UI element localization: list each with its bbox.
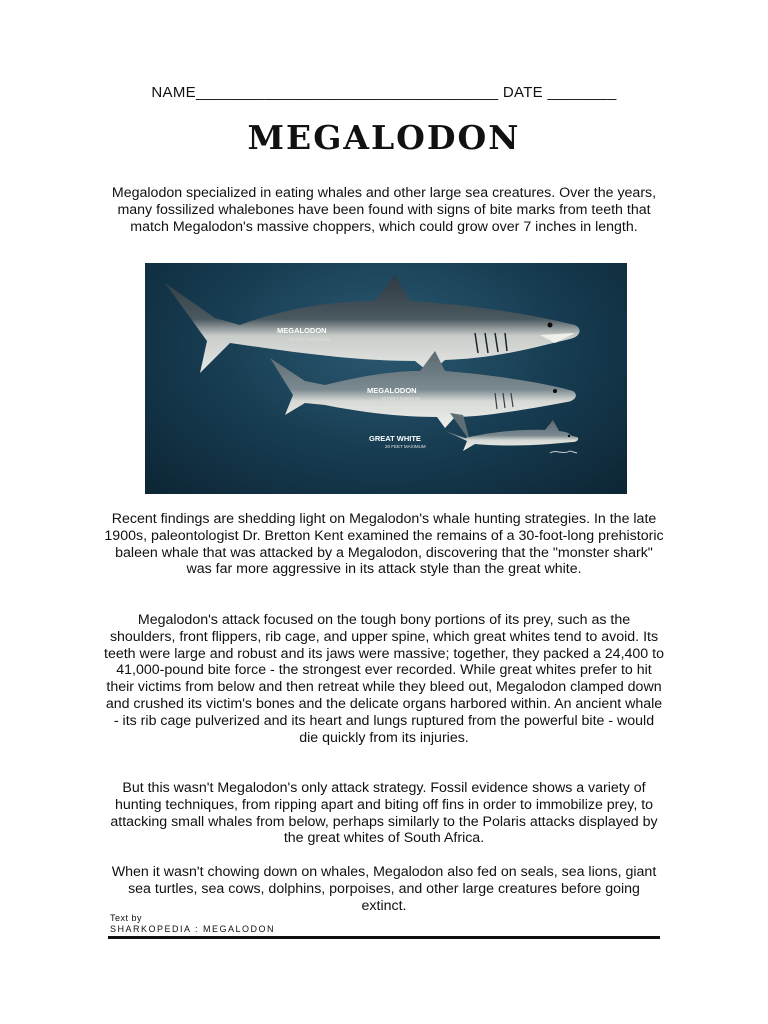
text-credit — [110, 913, 275, 935]
date-label: DATE — [502, 84, 543, 101]
paragraph-attack: Megalodon's attack focused on the tough bony portions of its prey, such as the shoulders, front flippers, rib cage, and upper spine, which great whites tend to avoid. Its teeth were large and robust and its jaws were massive; together, they packed a 24,400 to 41,000-pound bite force - the strongest ever recorded. While great whites prefer to hit their victims from below and then retreat while they bleed out, Megalodon clamped down and crushed its victim's bones and the delicate organs harbored within. An ancient whale - its rib cage pulverized and its heart and lungs ruptured from the powerful bite - would die quickly from its injuries. — [104, 612, 664, 746]
credit-source: SHARKOPEDIA : MEGALODON — [110, 924, 276, 934]
paragraph-findings: Recent findings are shedding light on Megalodon's whale hunting strategies. In the late 1900s, paleontologist Dr. Bretton Kent examined the remains of a 30-foot-long prehistoric baleen whale that was attacked by a Megalodon, discovering that the "monster shark" was far more aggressive in its attack style than the great white. — [104, 511, 664, 578]
name-date-line — [0, 84, 768, 101]
label-megalodon-medium: MEGALODON — [367, 386, 417, 395]
large-megalodon-shape — [165, 275, 580, 373]
name-blank: ___________________________________ — [195, 84, 499, 101]
paragraph-strategy: But this wasn't Megalodon's only attack strategy. Fossil evidence shows a variety of hunting techniques, from ripping apart and biting off fins in order to immobilize prey, to attacking small whales from below, perhaps similarly to the Polaris attacks displayed by the great whites of South Africa. — [110, 780, 658, 847]
paragraph-intro: Megalodon specialized in eating whales and other large sea creatures. Over the years, many fossilized whalebones have been found with signs of bite marks from teeth that match Megalodon's massive choppers, which could grow over 7 inches in length. — [111, 185, 657, 235]
artist-signature — [550, 451, 577, 453]
shark-size-comparison-image — [145, 263, 627, 494]
bottom-rule — [108, 936, 660, 939]
label-great-white-size: 20 FEET MAXIMUM — [385, 444, 426, 449]
page-title: MEGALODON — [247, 118, 521, 157]
name-label: NAME — [151, 84, 196, 101]
paragraph-diet: When it wasn't chowing down on whales, Megalodon also fed on seals, sea lions, giant sea turtles, sea cows, dolphins, porpoises, and other large creatures before going extinct. — [111, 864, 657, 914]
label-megalodon-large: MEGALODON — [277, 326, 327, 335]
shark-illustration — [145, 263, 627, 494]
label-megalodon-medium-size: 40 FEET MINIMUM — [381, 396, 421, 401]
credit-line-1: Text by — [110, 913, 143, 923]
date-blank: ________ — [547, 84, 617, 101]
label-megalodon-large-size: 59 FEET MAXIMUM — [289, 337, 330, 342]
label-great-white: GREAT WHITE — [369, 434, 421, 443]
